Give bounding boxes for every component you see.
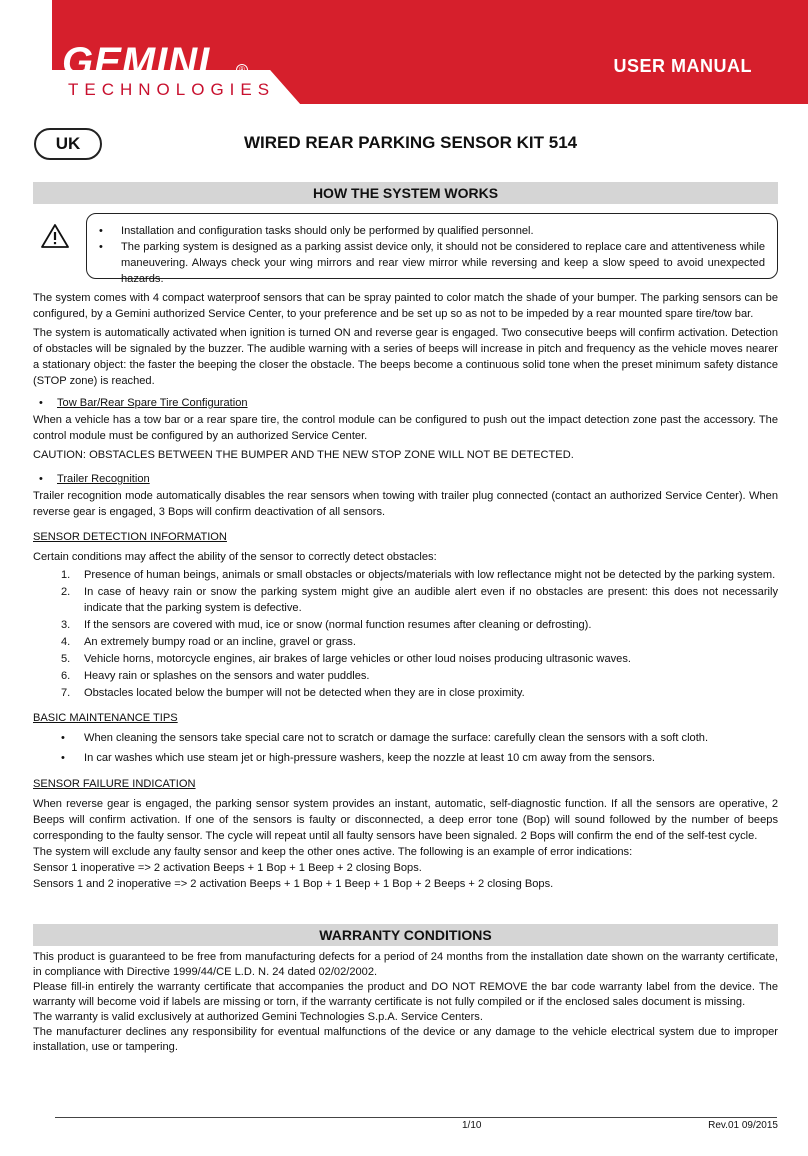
page-title: WIRED REAR PARKING SENSOR KIT 514 [244,133,578,152]
list-item: 7. Obstacles located below the bumper will not be detected when they are in close proximity. [61,687,525,699]
list-item: 2. In case of heavy rain or snow the parking system might give an audible alert even if no obstacles are present: this does not necessarily indicate that the parking system is defective. [61,586,778,614]
failure-heading: SENSOR FAILURE INDICATION [33,778,196,790]
section-heading-warranty: WARRANTY CONDITIONS [33,924,778,946]
failure-line: The system will exclude any faulty sensor and keep the other ones active. The following is an example of error indications: [33,846,633,858]
tow-bar-paragraph: When a vehicle has a tow bar or a rear spare tire, the control module can be configured to push out the impact detection zone past the accessory. The control module must be configured by an authorized Service Center. [33,414,778,442]
trailer-paragraph: Trailer recognition mode automatically disables the rear sensors when towing with trailer plug connected (contact an authorized Service Center). When reverse gear is engaged, 3 Bops will confirm deactivation of all sensors. [33,490,778,518]
warranty-body [33,950,778,1055]
footer-divider [55,1117,777,1118]
detection-intro: Certain conditions may affect the ability of the sensor to correctly detect obstacles: [33,551,437,563]
list-item: 3. If the sensors are covered with mud, ice or snow (normal function resumes after cleaning or defrosting). [61,619,592,631]
language-badge: UK [34,128,102,160]
warning-item: • The parking system is designed as a parking assist device only, it should not be considered to replace care and attentiveness while maneuvering. Always check your wing mirrors and rear view mirror while reversing and keep a slow speed to avoid unexpected hazards. [121,239,765,287]
warranty-paragraph: The manufacturer declines any responsibility for eventual malfunctions of the device or any damage to the vehicle electrical system due to improper installation, use or tampering. [33,1026,778,1053]
detection-heading: SENSOR DETECTION INFORMATION [33,531,227,543]
page-header [0,0,808,104]
tow-bar-heading: • Tow Bar/Rear Spare Tire Configuration [39,397,248,409]
warning-item: • Installation and configuration tasks should only be performed by qualified personnel. [121,223,765,239]
document-type: USER MANUAL [613,56,752,76]
list-item: • When cleaning the sensors take special care not to scratch or damage the surface: carefully clean the sensors with a soft cloth. [33,730,778,746]
maintenance-list [33,730,778,766]
failure-paragraph: When reverse gear is engaged, the parking sensor system provides an instant, automatic, self-diagnostic function. If all the sensors are operative, 2 Beeps will confirm activation. If one of the sensors is faulty or disconnected, a deep error tone (Bop) will sound followed by the number of beeps corresponding to the faulty sensor. The cycle will repeat until all faulty sensors have been signaled. 2 Bops will confirm the end of the self-test cycle. [33,798,778,842]
brand-logo: GEMINI [62,40,211,84]
detection-list [33,567,778,701]
intro-paragraph: The system comes with 4 compact waterproof sensors that can be spray painted to color match the shade of your bumper. The parking sensors can be configured, by a Gemini authorized Service Center, to your preference and be set up so as not to be impeded by a rear mounted spare tire/tow bar. [33,292,778,320]
warranty-paragraph: This product is guaranteed to be free from manufacturing defects for a period of 24 months from the installation date shown on the warranty certificate, in compliance with Directive 1999/44/CE L.D. N. 24 dated 02/02/2002. [33,951,778,978]
revision-label: Rev.01 09/2015 [708,1120,778,1131]
tow-bar-caution: CAUTION: OBSTACLES BETWEEN THE BUMPER AND THE NEW STOP ZONE WILL NOT BE DETECTED. [33,449,574,461]
trailer-heading: • Trailer Recognition [39,473,150,485]
failure-line: Sensors 1 and 2 inoperative => 2 activation Beeps + 1 Bop + 1 Beep + 1 Bop + 2 Beeps + 2 closing Bops. [33,878,554,890]
section-heading-how-it-works: HOW THE SYSTEM WORKS [33,182,778,204]
bullet-icon: • [39,473,43,485]
warranty-paragraph: Please fill-in entirely the warranty certificate that accompanies the product and DO NOT REMOVE the bar code warranty label from the device. The warranty will become void if labels are missing or torn, if the warranty certificate is not fully compiled or if the enclosed sales document is missing. [33,981,778,1008]
bullet-icon: • [39,397,43,409]
intro-paragraph: The system is automatically activated when ignition is turned ON and reverse gear is engaged. Two consecutive beeps will confirm activation. Detection of obstacles will be signaled by the buzzer. The audible warning with a series of beeps will increase in pitch and frequency as the vehicle moves nearer a stationary object: the faster the beeping the closer the obstacle. The beeps become a continuous solid tone when the preset minimum safety distance (STOP zone) is reached. [33,327,778,387]
safety-warning-box [86,213,778,285]
warning-triangle-icon [41,224,69,248]
warranty-paragraph: The warranty is valid exclusively at authorized Gemini Technologies S.p.A. Service Centers. [33,1011,483,1023]
list-item: • In car washes which use steam jet or high-pressure washers, keep the nozzle at least 10 cm away from the sensors. [33,750,778,766]
registered-mark: ® [236,64,248,76]
list-item: 6. Heavy rain or splashes on the sensors and water puddles. [61,670,370,682]
list-item: 5. Vehicle horns, motorcycle engines, air brakes of large vehicles or other loud noises producing ultrasonic waves. [61,653,631,665]
list-item: 1. Presence of human beings, animals or small obstacles or objects/materials with low reflectance might not be detected by the parking system. [61,569,776,581]
list-item: 4. An extremely bumpy road or an incline, gravel or grass. [61,636,356,648]
failure-line: Sensor 1 inoperative => 2 activation Beeps + 1 Bop + 1 Beep + 2 closing Bops. [33,862,422,874]
maintenance-heading: BASIC MAINTENANCE TIPS [33,712,178,724]
brand-tagline: TECHNOLOGIES [68,80,276,99]
main-body [33,290,778,892]
page-number: 1/10 [462,1120,482,1131]
